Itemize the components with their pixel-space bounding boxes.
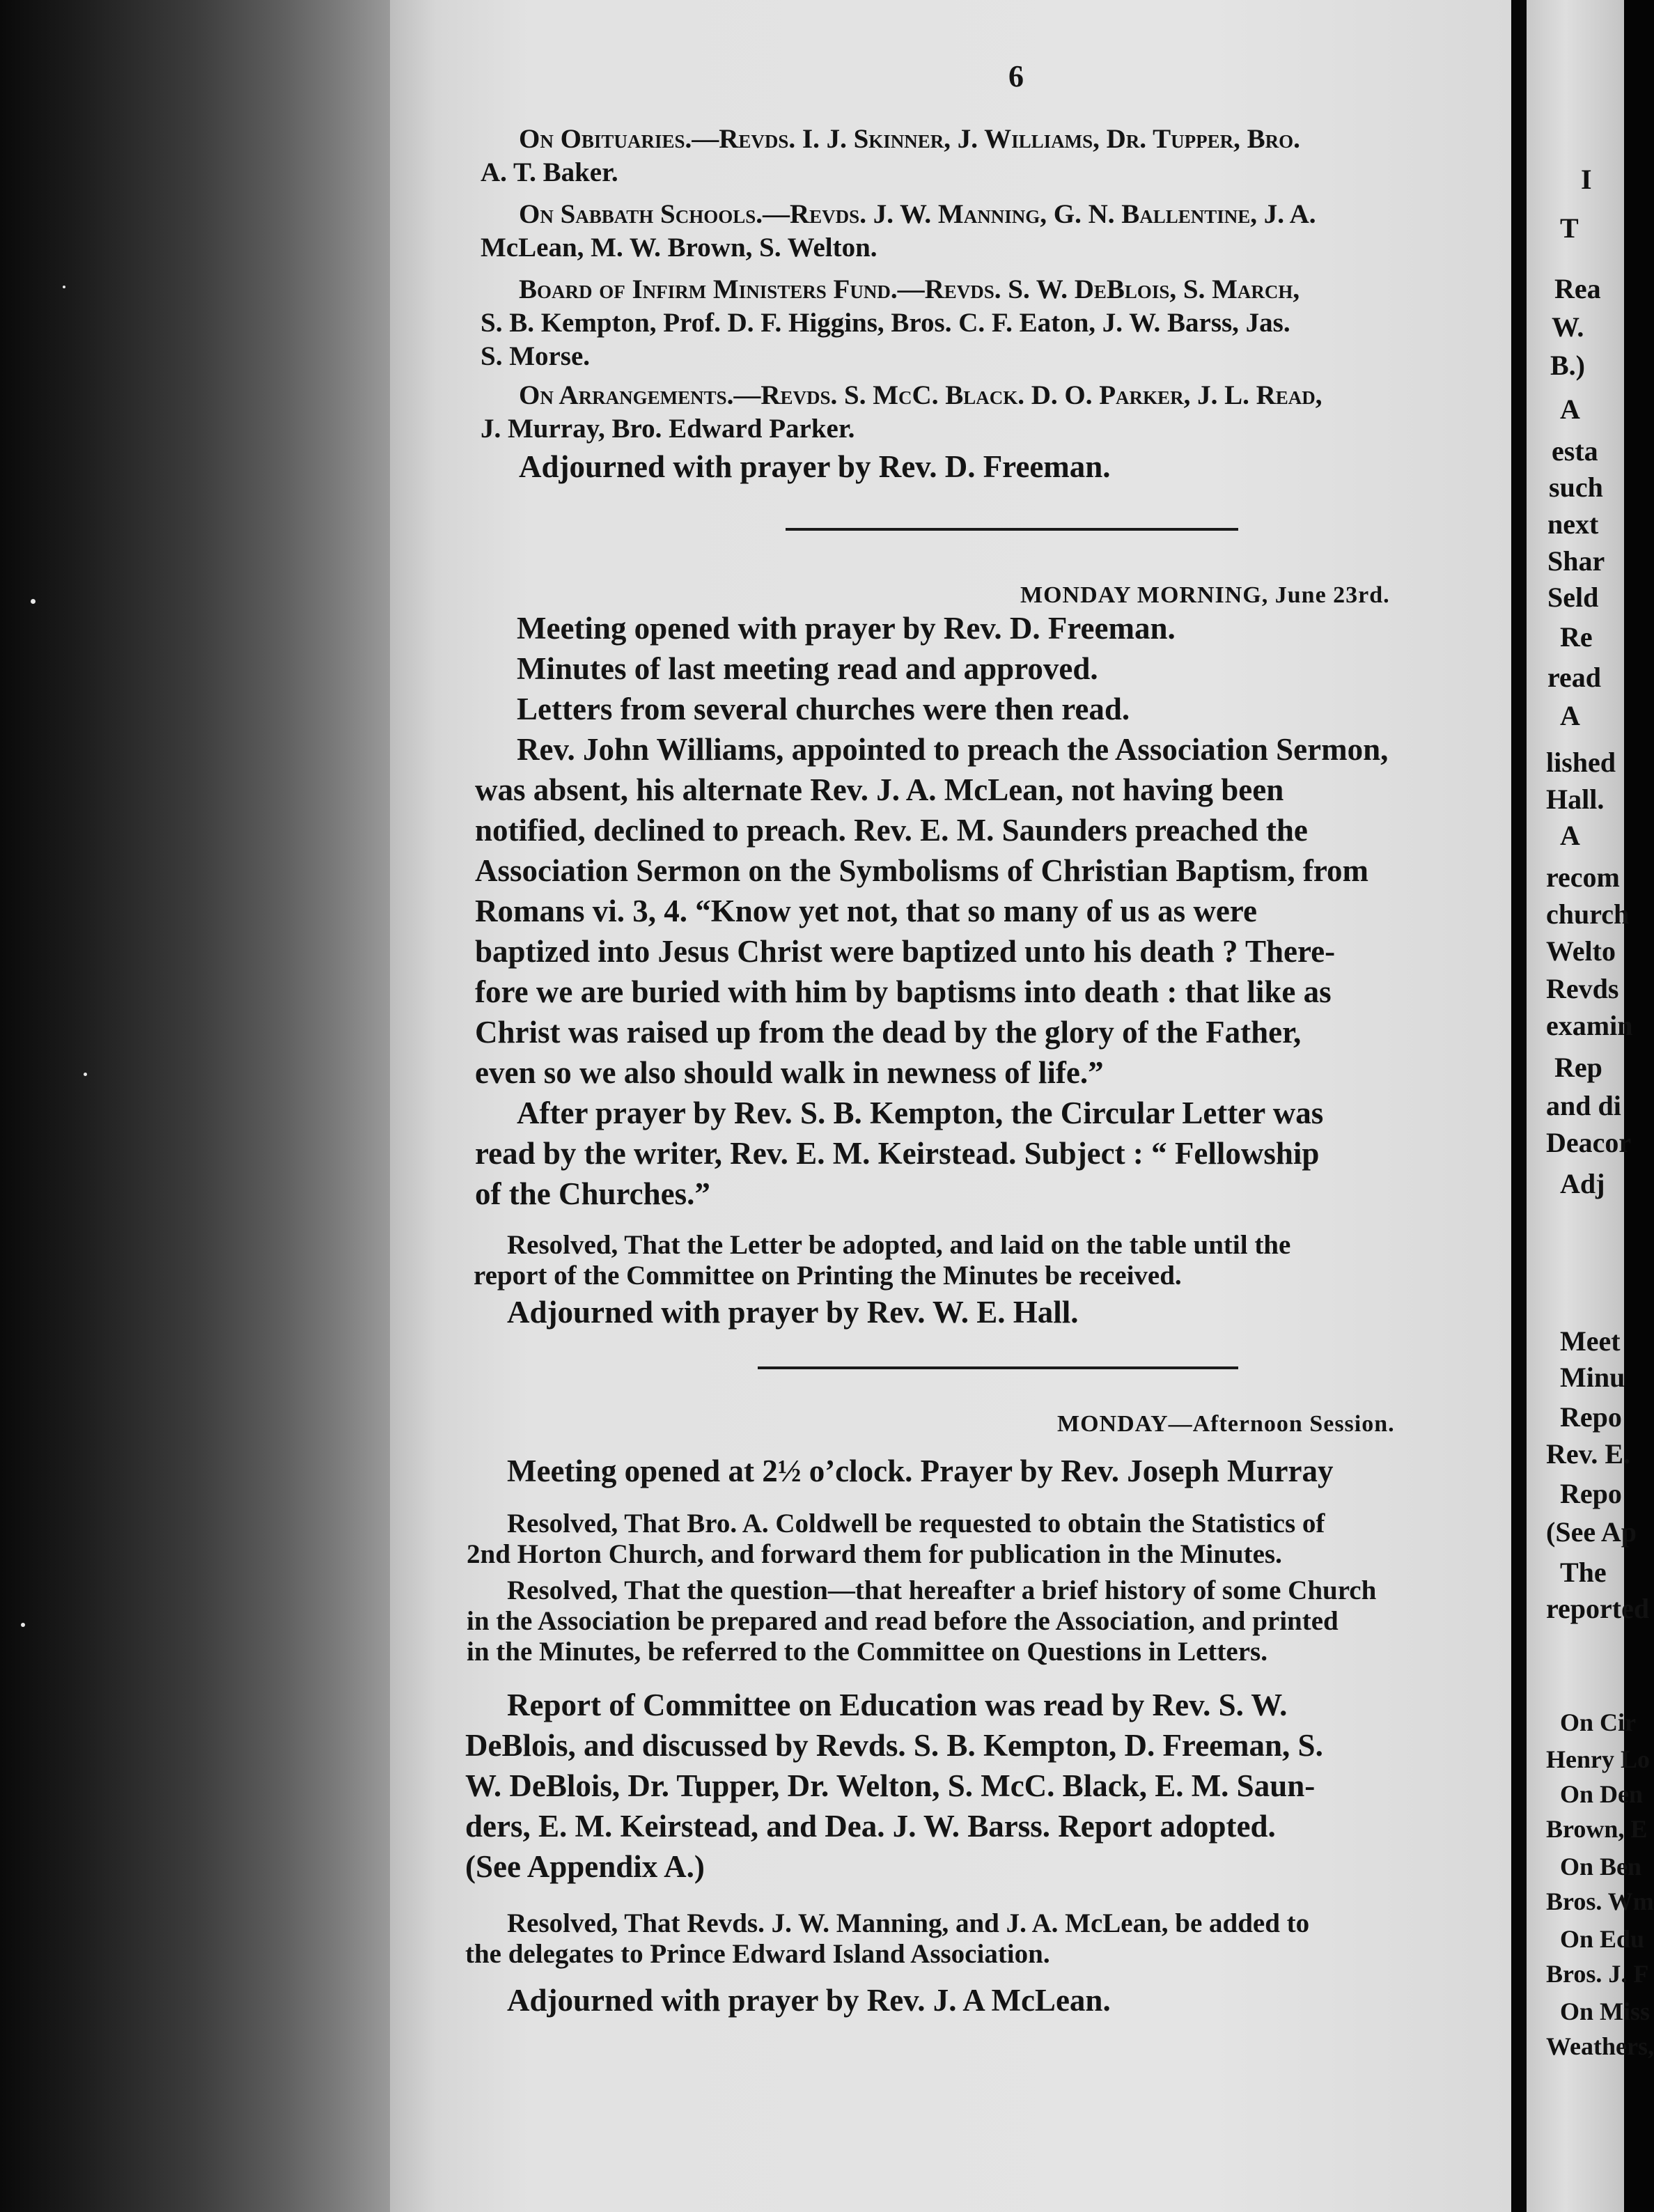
next-page-fragment: Minu [1560,1362,1625,1393]
next-page-fragment: A [1560,700,1580,731]
minutes-line: ders, E. M. Keirstead, and Dea. J. W. Barss. Report adopted. [465,1809,1276,1844]
resolution-line: report of the Committee on Printing the Minutes be received. [474,1261,1182,1291]
section-heading: MONDAY MORNING, June 23rd. [1020,582,1390,608]
next-page-fragment: On Den [1560,1780,1644,1808]
resolution-line: in the Minutes, be referred to the Committee on Questions in Letters. [467,1637,1267,1667]
scan-speck [21,1623,25,1627]
next-page-fragment: W. [1552,311,1584,343]
minutes-line: Minutes of last meeting read and approved. [517,651,1098,686]
next-page-fragment: Seld [1547,582,1599,613]
page-number: 6 [1008,59,1024,93]
next-page-fragment: esta [1552,435,1598,467]
minutes-line: Meeting opened at 2½ o’clock. Prayer by Rev. Joseph Murray [507,1454,1334,1488]
resolution-line: 2nd Horton Church, and forward them for publication in the Minutes. [467,1539,1282,1569]
next-page-fragment: Adj [1560,1168,1605,1199]
minutes-line: baptized into Jesus Christ were baptized unto his death ? There- [475,934,1336,969]
board-infirm-line: S. B. Kempton, Prof. D. F. Higgins, Bros. C. F. Eaton, J. W. Barss, Jas. [481,308,1290,338]
next-page-fragment: Bros. Wm [1546,1887,1654,1915]
next-page-fragment: and di [1546,1090,1621,1121]
next-page-fragment: Revds [1546,973,1619,1004]
next-page-fragment: On Edu [1560,1925,1645,1953]
next-page-fragment: Brown, E [1546,1815,1648,1843]
next-page-fragment: Hall. [1546,784,1605,815]
next-page-fragment: Re [1560,621,1593,653]
minutes-line: (See Appendix A.) [465,1849,705,1884]
book-binding [0,0,390,2212]
committee-obituaries-line: On Obituaries.—Revds. I. J. Skinner, J. Williams, Dr. Tupper, Bro. [519,124,1300,154]
next-page-fragment: Rep [1554,1052,1602,1083]
board-infirm-line: S. Morse. [481,341,591,371]
minutes-line: Rev. John Williams, appointed to preach the Association Sermon, [517,732,1389,767]
next-page-fragment: Henry Lo [1546,1745,1650,1773]
committee-sabbath-line: McLean, M. W. Brown, S. Welton. [481,233,877,263]
minutes-line: fore we are buried with him by baptisms into death : that like as [475,974,1332,1009]
next-page-fragment: Weathers, [1546,2032,1654,2060]
adjourn-line: Adjourned with prayer by Rev. W. E. Hall. [507,1295,1079,1330]
resolution-line: Resolved, That Bro. A. Coldwell be requested to obtain the Statistics of [507,1509,1325,1539]
next-page-fragment: such [1549,472,1603,503]
minutes-line: Christ was raised up from the dead by the glory of the Father, [475,1015,1302,1050]
adjourn-line: Adjourned with prayer by Rev. J. A McLean. [507,1983,1111,2018]
committee-sabbath-line: On Sabbath Schools.—Revds. J. W. Manning, G. N. Ballentine, J. A. [519,199,1316,229]
resolution-line: Resolved, That the question—that hereafter a brief history of some Church [507,1575,1377,1605]
next-page-fragment: Meet [1560,1325,1621,1357]
next-page-fragment: next [1547,508,1599,540]
next-page-fragment: On Ben [1560,1853,1642,1880]
adjourn-line: Adjourned with prayer by Rev. D. Freeman. [519,449,1111,484]
scan-speck [63,286,65,288]
minutes-line: DeBlois, and discussed by Revds. S. B. Kempton, D. Freeman, S. [465,1728,1323,1763]
next-page-fragment: I [1581,164,1592,195]
next-page-fragment: Repo [1560,1478,1622,1509]
minutes-line: Association Sermon on the Symbolisms of Christian Baptism, from [475,853,1368,888]
next-page-fragment: Bros. J. F [1546,1960,1649,1988]
minutes-line: Letters from several churches were then read. [517,692,1130,726]
next-page-fragment: (See Ap [1546,1516,1637,1548]
section-divider [758,1366,1238,1369]
committee-arrangements-line: J. Murray, Bro. Edward Parker. [481,414,855,444]
next-page-fragment: read [1547,662,1602,693]
next-page-fragment: examin [1546,1010,1633,1041]
resolution-line: the delegates to Prince Edward Island Association. [465,1939,1050,1969]
committee-arrangements-line: On Arrangements.—Revds. S. McC. Black. D. O. Parker, J. L. Read, [519,380,1323,410]
page-gutter [1511,0,1527,2212]
next-page-fragment: church [1546,898,1630,930]
minutes-line: read by the writer, Rev. E. M. Keirstead. Subject : “ Fellowship [475,1136,1320,1171]
committee-obituaries-line: A. T. Baker. [481,157,618,187]
minutes-line: Meeting opened with prayer by Rev. D. Freeman. [517,611,1176,646]
next-page-fragment: Repo [1560,1401,1622,1433]
minutes-line: Romans vi. 3, 4. “Know yet not, that so many of us as were [475,894,1257,928]
resolution-line: in the Association be prepared and read before the Association, and printed [467,1606,1339,1636]
next-page-fragment: The [1560,1557,1607,1588]
next-page-fragment: Rea [1554,273,1601,304]
resolution-line: Resolved, That the Letter be adopted, and laid on the table until the [507,1230,1291,1260]
next-page-fragment: On Cir [1560,1708,1637,1736]
scan-speck [31,599,36,604]
next-page-fragment: Rev. E. [1546,1438,1631,1470]
next-page-fragment: A [1560,394,1580,425]
next-page-fragment: Shar [1547,545,1605,577]
section-divider [786,528,1238,531]
minutes-line: After prayer by Rev. S. B. Kempton, the Circular Letter was [517,1096,1324,1130]
minutes-line: Report of Committee on Education was read by Rev. S. W. [507,1688,1288,1722]
next-page-fragment: Welto [1546,935,1616,967]
scan-speck [84,1073,87,1076]
next-page-fragment: recom [1546,862,1620,893]
board-infirm-line: Board of Infirm Ministers Fund.—Revds. S. W. DeBlois, S. March, [519,274,1300,304]
next-page-fragment: T [1560,212,1579,244]
next-page-fragment: Deacor [1546,1127,1632,1158]
minutes-line: of the Churches.” [475,1176,710,1211]
next-page-fragment: A [1560,820,1580,851]
next-page-fragment: lished [1546,747,1616,778]
minutes-line: even so we also should walk in newness of life.” [475,1055,1104,1090]
next-page-edge [1527,0,1654,2212]
next-page-fragment: B.) [1550,350,1585,381]
section-heading: MONDAY—Afternoon Session. [1057,1411,1395,1437]
minutes-line: W. DeBlois, Dr. Tupper, Dr. Welton, S. McC. Black, E. M. Saun- [465,1768,1316,1803]
next-page-fragment: On Miss [1560,1997,1651,2025]
resolution-line: Resolved, That Revds. J. W. Manning, and J. A. McLean, be added to [507,1908,1310,1938]
next-page-fragment: reported [1546,1593,1650,1624]
minutes-line: notified, declined to preach. Rev. E. M. Saunders preached the [475,813,1308,848]
minutes-line: was absent, his alternate Rev. J. A. McLean, not having been [475,772,1284,807]
